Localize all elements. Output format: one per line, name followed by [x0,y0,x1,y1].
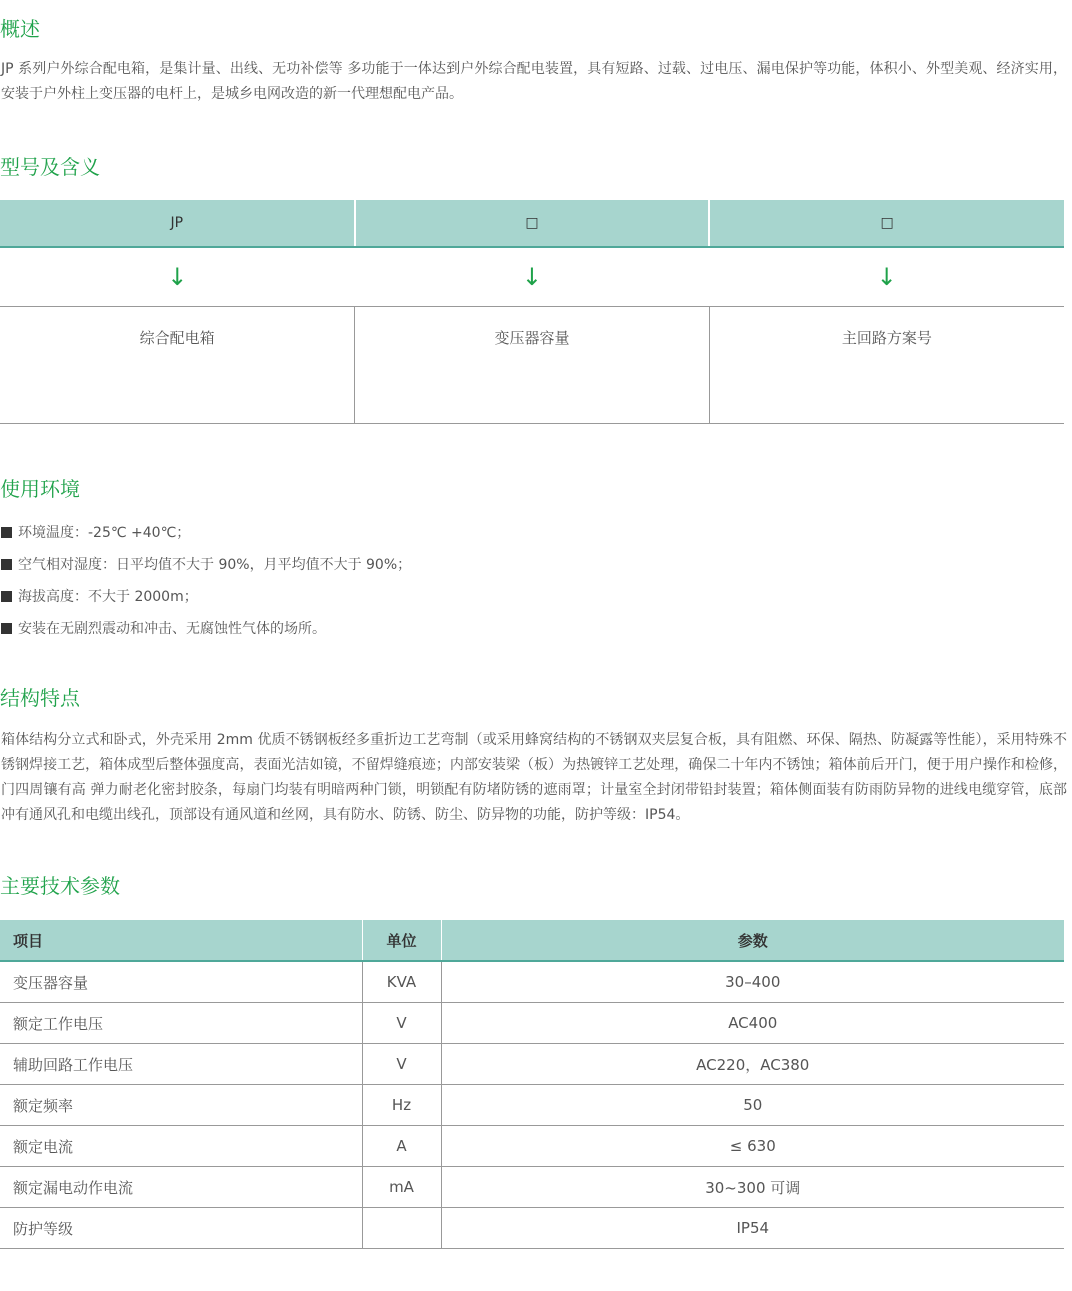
table-row: 额定工作电压 V AC400 [0,1003,1064,1044]
overview-text: JP 系列户外综合配电箱，是集计量、出线、无功补偿等 多功能于一体达到户外综合配电装置，具有短路、过载、过电压、漏电保护等功能，体积小、外型美观、经济实用，安装于户外柱上变压器的电杆上，是城乡电网改造的新一代理想配电产品。 [1,61,1067,102]
header-unit: 单位 [362,920,441,961]
environment-list [1,517,411,645]
table-row: 额定电流 A ≤ 630 [0,1126,1064,1167]
model-code-jp: JP [0,200,355,247]
model-meaning-box: 综合配电箱 [0,307,355,424]
model-meaning-row [0,307,1064,424]
model-code-scheme: □ [709,200,1064,247]
list-item: 环境温度：-25℃ +40℃； [1,517,411,549]
params-title: 主要技术参数 [0,874,120,898]
table-row: 防护等级 IP54 [0,1208,1064,1249]
overview-title: 概述 [0,17,40,41]
square-bullet-icon [1,527,12,538]
table-row: 辅助回路工作电压 V AC220，AC380 [0,1044,1064,1085]
square-bullet-icon [1,591,12,602]
list-item: 空气相对湿度：日平均值不大于 90%，月平均值不大于 90%； [1,549,411,581]
environment-title: 使用环境 [0,477,80,501]
structure-title: 结构特点 [0,686,80,710]
table-row: 额定频率 Hz 50 [0,1085,1064,1126]
arrow-down-icon: ↓ [0,247,355,307]
table-row: 额定漏电动作电流 mA 30~300 可调 [0,1167,1064,1208]
model-code-row [0,200,1064,247]
model-code-capacity: □ [355,200,710,247]
header-item: 项目 [0,920,362,961]
params-header-row [0,920,1064,961]
header-value: 参数 [441,920,1064,961]
model-arrow-row [0,247,1064,307]
square-bullet-icon [1,623,12,634]
model-table [0,200,1064,424]
table-row: 变压器容量 KVA 30–400 [0,961,1064,1003]
list-item: 海拔高度：不大于 2000m； [1,581,411,613]
model-title: 型号及含义 [0,155,100,179]
arrow-down-icon: ↓ [355,247,710,307]
params-table [0,920,1064,1249]
structure-text: 箱体结构分立式和卧式，外壳采用 2mm 优质不锈钢板经多重折边工艺弯制（或采用蜂窝结构的不锈钢双夹层复合板，具有阻燃、环保、隔热、防凝露等性能），采用特殊不锈钢焊接工艺，箱体成型后整体强度高，表面光洁如镜，不留焊缝痕迹；内部安装梁（板）为热镀锌工艺处理，确保二十年内不锈蚀；箱体前后开门，便于用户操作和检修，门四周镶有高 弹力耐老化密封胶条，每扇门均装有明暗两种门锁，明锁配有防堵防锈的遮雨罩；计量室全封闭带铅封装置；箱体侧面装有防雨防异物的进线电缆穿管，底部冲有通风孔和电缆出线孔，顶部设有通风道和丝网，具有防水、防锈、防尘、防异物的功能，防护等级：IP54。 [1,732,1067,823]
arrow-down-icon: ↓ [709,247,1064,307]
square-bullet-icon [1,559,12,570]
list-item: 安装在无剧烈震动和冲击、无腐蚀性气体的场所。 [1,613,411,645]
model-meaning-scheme: 主回路方案号 [709,307,1064,424]
model-meaning-capacity: 变压器容量 [355,307,710,424]
